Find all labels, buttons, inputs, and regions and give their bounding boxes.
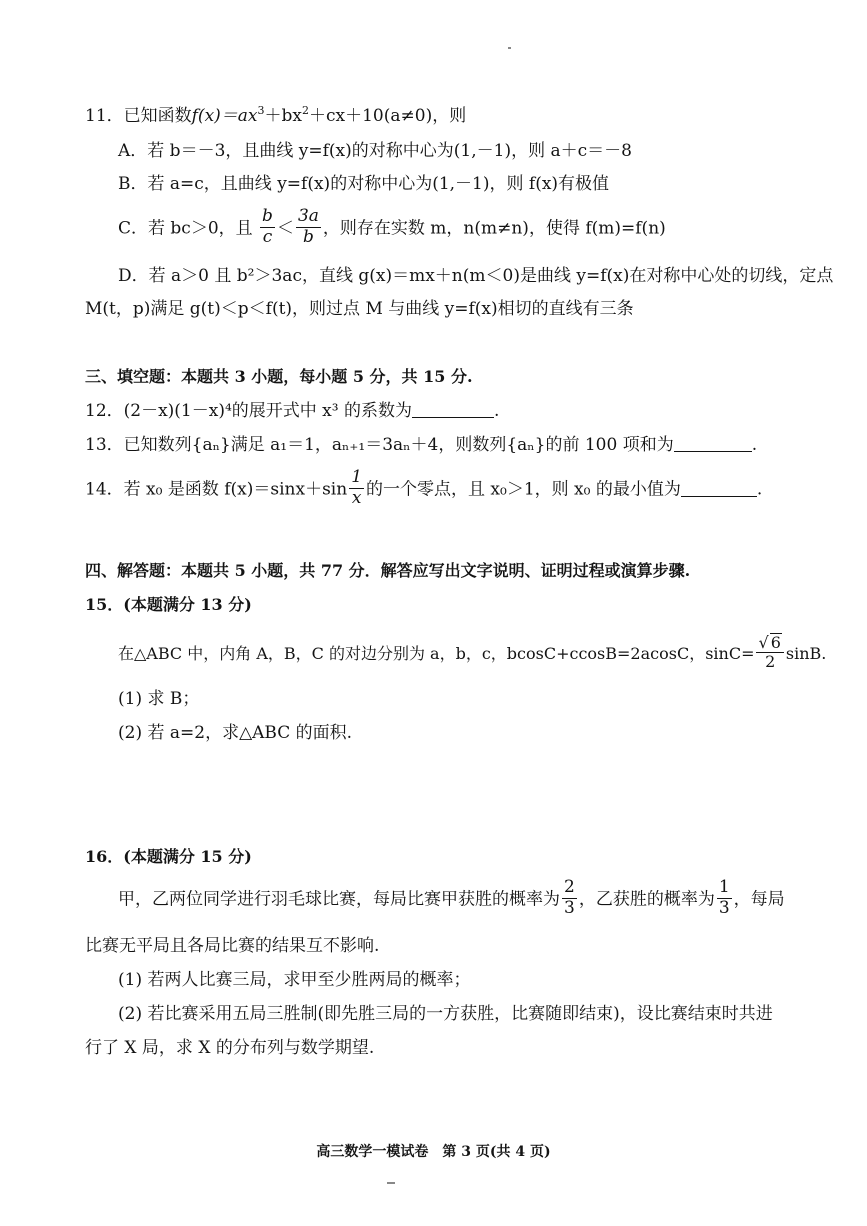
q16-line2: 比赛无平局且各局比赛的结果互不影响. [85, 936, 380, 956]
q11-option-d-line1: D．若 a＞0 且 b²＞3ac，直线 g(x)＝mx＋n(m＜0)是曲线 y=f(x)在对称中心处的切线，定点 [118, 266, 834, 286]
section4-heading: 四、解答题：本题共 5 小题，共 77 分．解答应写出文字说明、证明过程或演算步骤. [85, 561, 691, 580]
q11-option-c: C．若 bc＞0，且 $\frac{b}{c}$ ＜ $\frac{3a}{b}$ ，则存在实数 m，n(m≠n)，使得 f(m)=f(n) [118, 206, 666, 247]
fraction-1-over-x: $\frac{1}{x}$ [351, 467, 363, 508]
section3-heading: 三、填空题：本题共 3 小题，每小题 5 分，共 15 分. [85, 367, 473, 386]
q16-line1: 甲，乙两位同学进行羽毛球比赛，每局比赛甲获胜的概率为 $\frac{2}{3}$ ，乙获胜的概率为 $\frac{1}{3}$ ，每局 [118, 877, 785, 918]
q16-part2-line2: 行了 X 局，求 X 的分布列与数学期望. [85, 1038, 375, 1058]
fraction-1-over-3: $\frac{1}{3}$ [718, 877, 730, 918]
page-footer: 高三数学一模试卷 第 3 页(共 4 页) [316, 1144, 551, 1160]
q15-part2: (2) 若 a=2，求△ABC 的面积. [118, 723, 353, 743]
q11-option-a: A．若 b＝－3，且曲线 y=f(x)的对称中心为(1,－1)，则 a＋c＝－8 [118, 141, 632, 161]
fraction-2-over-3: $\frac{2}{3}$ [564, 877, 575, 918]
answer-blank [412, 416, 494, 418]
q15-body: 在△ABC 中，内角 A，B，C 的对边分别为 a，b，c，bcosC+ccosB=2acosC，sinC= $\frac{√ 6}{2}$ sinB. [118, 633, 827, 672]
q15-part1: (1) 求 B； [118, 689, 200, 709]
answer-blank [674, 450, 752, 452]
q13: 13．已知数列{aₙ}满足 a₁＝1，aₙ₊₁＝3aₙ＋4，则数列{aₙ}的前 100 项和为 . [85, 435, 758, 455]
q12: 12．(2－x)(1－x)⁴的展开式中 x³ 的系数为 . [85, 401, 500, 421]
answer-blank [681, 495, 757, 497]
q16-part1: (1) 若两人比赛三局，求甲至少胜两局的概率； [118, 970, 471, 990]
scan-speck [508, 47, 511, 49]
q11-stem: 11．已知函数$f(x)=ax^3+bx^2+cx+10(a\ne 0)$，则 [85, 104, 467, 126]
q15-title: 15．(本题满分 13 分) [85, 595, 252, 614]
q14: 14．若 x₀ 是函数 f(x)＝sinx＋sin $\frac{1}{x}$ 的一个零点，且 x₀＞1，则 x₀ 的最小值为 . [85, 467, 763, 508]
q16-part2-line1: (2) 若比赛采用五局三胜制(即先胜三局的一方获胜，比赛随即结束)，设比赛结束时共进 [118, 1004, 773, 1024]
q11-option-d-line2: M(t，p)满足 g(t)＜p＜f(t)，则过点 M 与曲线 y=f(x)相切的直线有三条 [85, 299, 634, 319]
q16-title: 16．(本题满分 15 分) [85, 847, 252, 866]
scan-speck [387, 1182, 395, 1184]
fraction-b-over-c: $\frac{b}{c}$ [262, 206, 273, 247]
q11-option-b: B．若 a=c，且曲线 y=f(x)的对称中心为(1,－1)，则 f(x)有极值 [118, 174, 610, 194]
fraction-sqrt6-over-2: $\frac{√ 6}{2}$ [756, 633, 783, 672]
fraction-3a-over-b: $\frac{3a}{b}$ [297, 206, 319, 247]
